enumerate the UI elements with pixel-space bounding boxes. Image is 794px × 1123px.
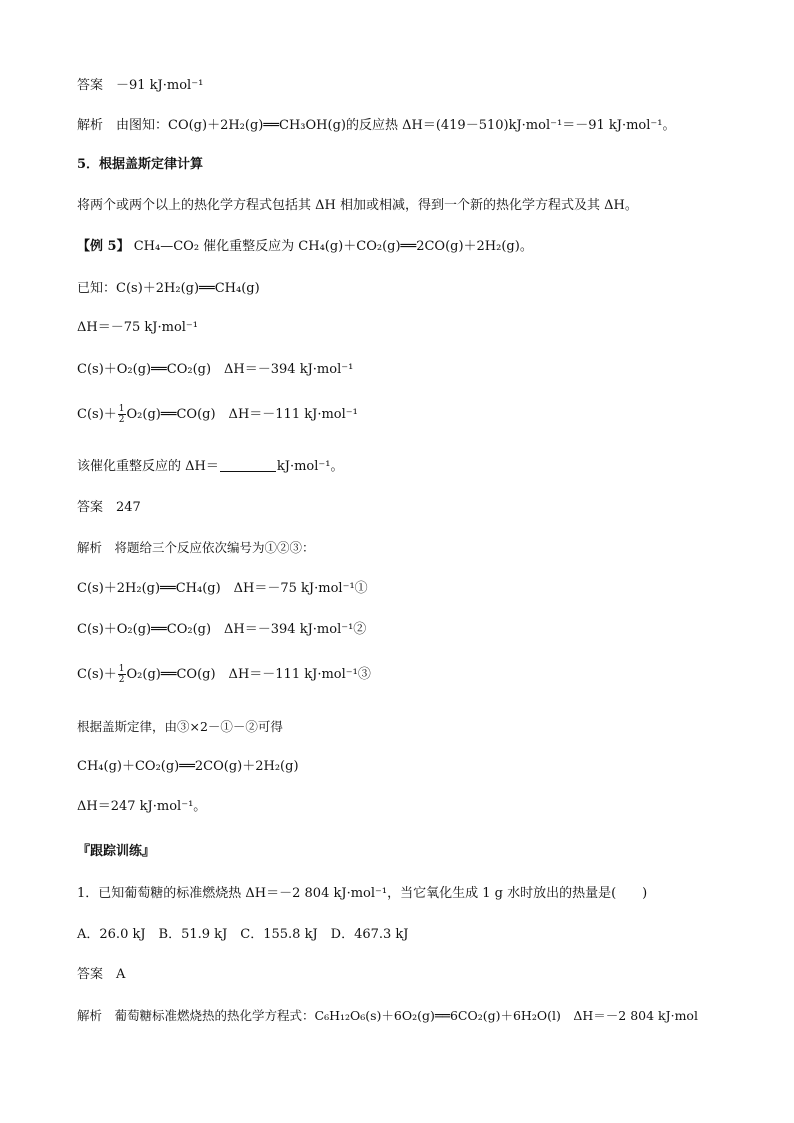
question-1: 1．已知葡萄糖的标准燃烧热 ΔH＝－2 804 kJ·mol⁻¹，当它氧化生成 1 g 水时放出的热量是( )	[77, 886, 648, 901]
training-heading: 『跟踪训练』	[77, 844, 156, 859]
example-5-text: CH₄—CO₂ 催化重整反应为 CH₄(g)＋CO₂(g)══2CO(g)＋2H₂(g)。	[133, 239, 533, 254]
section-heading-5: 5．根据盖斯定律计算	[77, 157, 204, 172]
fraction-half	[118, 404, 126, 425]
analysis-step-2: C(s)＋O₂(g)══CO₂(g) ΔH＝－394 kJ·mol⁻¹②	[77, 622, 367, 637]
question-1-options: A．26.0 kJ B．51.9 kJ C．155.8 kJ D．467.3 kJ	[77, 927, 409, 942]
question-prefix: 该催化重整反应的 ΔH＝	[77, 459, 219, 474]
answer-line-3: 答案 A	[77, 967, 126, 982]
known-equation-3-prefix: C(s)＋	[77, 407, 117, 422]
answer-line-2: 答案 247	[77, 500, 141, 515]
analysis-step-6: ΔH＝247 kJ·mol⁻¹。	[77, 799, 207, 814]
analysis-line-3: 解析 葡萄糖标准燃烧热的热化学方程式：C₆H₁₂O₆(s)＋6O₂(g)══6CO₂(g)＋6H₂O(l) ΔH＝－2 804 kJ·mol	[77, 1008, 698, 1023]
fraction-numerator-2: 1	[118, 664, 125, 674]
section-5-description: 将两个或两个以上的热化学方程式包括其 ΔH 相加或相减，得到一个新的热化学方程式及其 ΔH。	[77, 198, 638, 213]
analysis-step-4: 根据盖斯定律，由③×2－①－②可得	[77, 719, 283, 734]
question-line	[77, 458, 343, 475]
example-5-label: 【例 5】	[77, 239, 130, 254]
fraction-half-2	[118, 664, 126, 685]
known-equation-3	[77, 404, 358, 425]
fraction-denominator-2: 2	[118, 675, 125, 685]
analysis-step-1: C(s)＋2H₂(g)══CH₄(g) ΔH＝－75 kJ·mol⁻¹①	[77, 581, 368, 596]
analysis-step-3-suffix: O₂(g)══CO(g) ΔH＝－111 kJ·mol⁻¹③	[126, 667, 371, 682]
question-suffix: kJ·mol⁻¹。	[276, 459, 344, 474]
fraction-denominator: 2	[118, 415, 125, 425]
example-5-line	[77, 239, 533, 255]
known-equation-2: C(s)＋O₂(g)══CO₂(g) ΔH＝－394 kJ·mol⁻¹	[77, 362, 354, 377]
fraction-numerator: 1	[118, 404, 125, 414]
analysis-line-2: 解析 将题给三个反应依次编号为①②③：	[77, 540, 315, 555]
answer-blank[interactable]	[220, 458, 276, 472]
answer-line-1: 答案 －91 kJ·mol⁻¹	[77, 78, 204, 93]
analysis-step-5: CH₄(g)＋CO₂(g)══2CO(g)＋2H₂(g)	[77, 759, 299, 774]
known-equation-3-suffix: O₂(g)══CO(g) ΔH＝－111 kJ·mol⁻¹	[126, 407, 358, 422]
known-equation-1-enthalpy: ΔH＝－75 kJ·mol⁻¹	[77, 320, 199, 335]
analysis-line-1: 解析 由图知：CO(g)＋2H₂(g)══CH₃OH(g)的反应热 ΔH＝(419－510)kJ·mol⁻¹＝－91 kJ·mol⁻¹。	[77, 118, 676, 133]
analysis-step-3-prefix: C(s)＋	[77, 667, 117, 682]
analysis-step-3	[77, 664, 371, 685]
known-equation-1: 已知：C(s)＋2H₂(g)══CH₄(g)	[77, 281, 260, 296]
